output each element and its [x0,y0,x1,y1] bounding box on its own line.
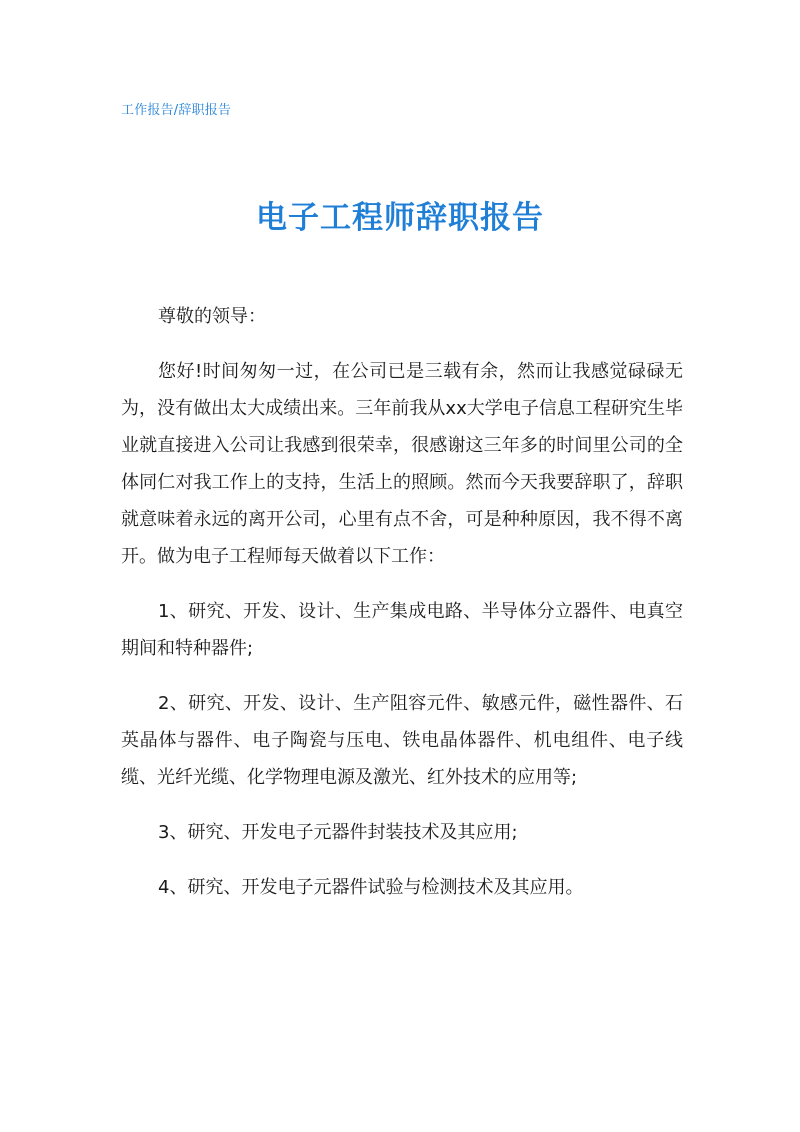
document-body [121,298,683,924]
paragraph-intro: 您好!时间匆匆一过，在公司已是三载有余，然而让我感觉碌碌无为，没有做出太大成绩出来。三年前我从xx大学电子信息工程研究生毕业就直接进入公司让我感到很荣幸，很感谢这三年多的时间里公司的全体同仁对我工作上的支持，生活上的照顾。然而今天我要辞职了，辞职就意味着永远的离开公司，心里有点不舍，可是种种原因，我不得不离开。做为电子工程师每天做着以下工作： [121,361,683,567]
list-item-2: 2、研究、开发、设计、生产阻容元件、敏感元件，磁性器件、石英晶体与器件、电子陶瓷与压电、铁电晶体器件、机电组件、电子线缆、光纤光缆、化学物理电源及激光、红外技术的应用等; [121,693,683,788]
list-item-4: 4、研究、开发电子元器件试验与检测技术及其应用。 [158,877,584,898]
list-item-3: 3、研究、开发电子元器件封装技术及其应用; [158,822,518,843]
page-title: 电子工程师辞职报告 [256,200,544,236]
salutation: 尊敬的领导： [158,306,266,327]
breadcrumb[interactable]: 工作报告/辞职报告 [121,103,232,118]
list-item-1: 1、研究、开发、设计、生产集成电路、半导体分立器件、电真空期间和特种器件; [121,601,683,659]
